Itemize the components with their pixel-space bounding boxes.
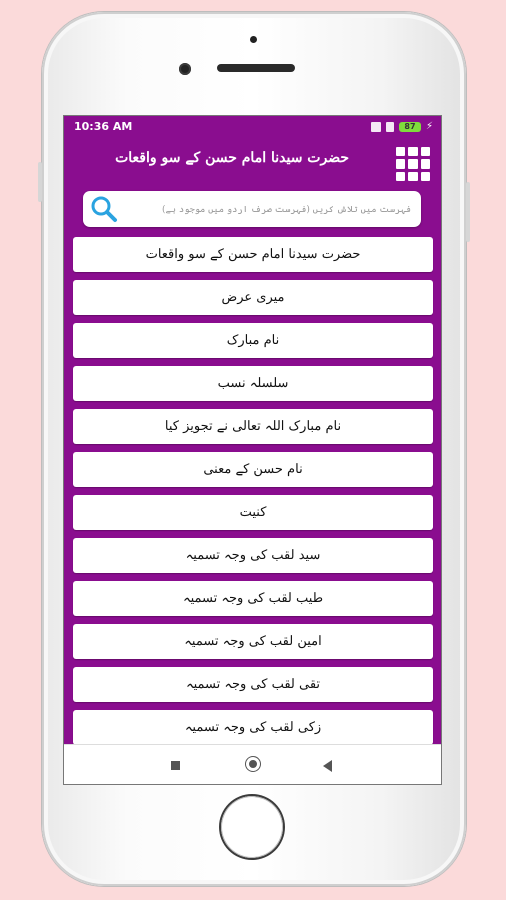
grid-menu-icon[interactable] (396, 147, 430, 181)
list-item[interactable]: امین لقب کی وجہ تسمیہ (73, 624, 433, 659)
volume-button (38, 162, 42, 202)
list-item[interactable]: سید لقب کی وجہ تسمیہ (73, 538, 433, 573)
list-item[interactable]: نام مبارک (73, 323, 433, 358)
power-button (466, 182, 470, 242)
notification-icon (371, 122, 381, 132)
circle-icon[interactable] (246, 757, 260, 771)
search-input[interactable] (129, 197, 413, 223)
list-item[interactable]: طیب لقب کی وجہ تسمیہ (73, 581, 433, 616)
android-nav-bar (64, 744, 441, 784)
list-item[interactable]: نام حسن کے معنی (73, 452, 433, 487)
search-bar (83, 191, 421, 227)
status-time: 10:36 AM (74, 120, 133, 133)
list-item[interactable]: میری عرض (73, 280, 433, 315)
page-title: حضرت سیدنا امام حسن کے سو واقعات (115, 150, 349, 166)
charging-icon: ⚡ (425, 121, 433, 132)
list-item[interactable]: سلسلہ نسب (73, 366, 433, 401)
app-bar (64, 138, 441, 190)
status-bar (64, 116, 441, 138)
search-icon[interactable] (89, 195, 119, 223)
list-item[interactable]: زکی لقب کی وجہ تسمیہ (73, 710, 433, 745)
list-item[interactable]: نام مبارک اللہ تعالی نے تجویز کیا (73, 409, 433, 444)
status-icons (371, 121, 433, 132)
list-item[interactable]: حضرت سیدنا امام حسن کے سو واقعات (73, 237, 433, 272)
back-triangle-icon[interactable] (323, 760, 332, 772)
list-item[interactable]: تقی لقب کی وجہ تسمیہ (73, 667, 433, 702)
signal-icon (386, 122, 394, 132)
sensor-dot (250, 36, 257, 43)
app-screen (64, 116, 441, 784)
front-camera (179, 63, 191, 75)
home-button[interactable] (221, 796, 283, 858)
square-icon[interactable] (171, 761, 180, 770)
list-item[interactable]: کنیت (73, 495, 433, 530)
earpiece-speaker (217, 64, 295, 72)
battery-icon: 87 (399, 122, 421, 132)
chapter-list (73, 237, 433, 753)
